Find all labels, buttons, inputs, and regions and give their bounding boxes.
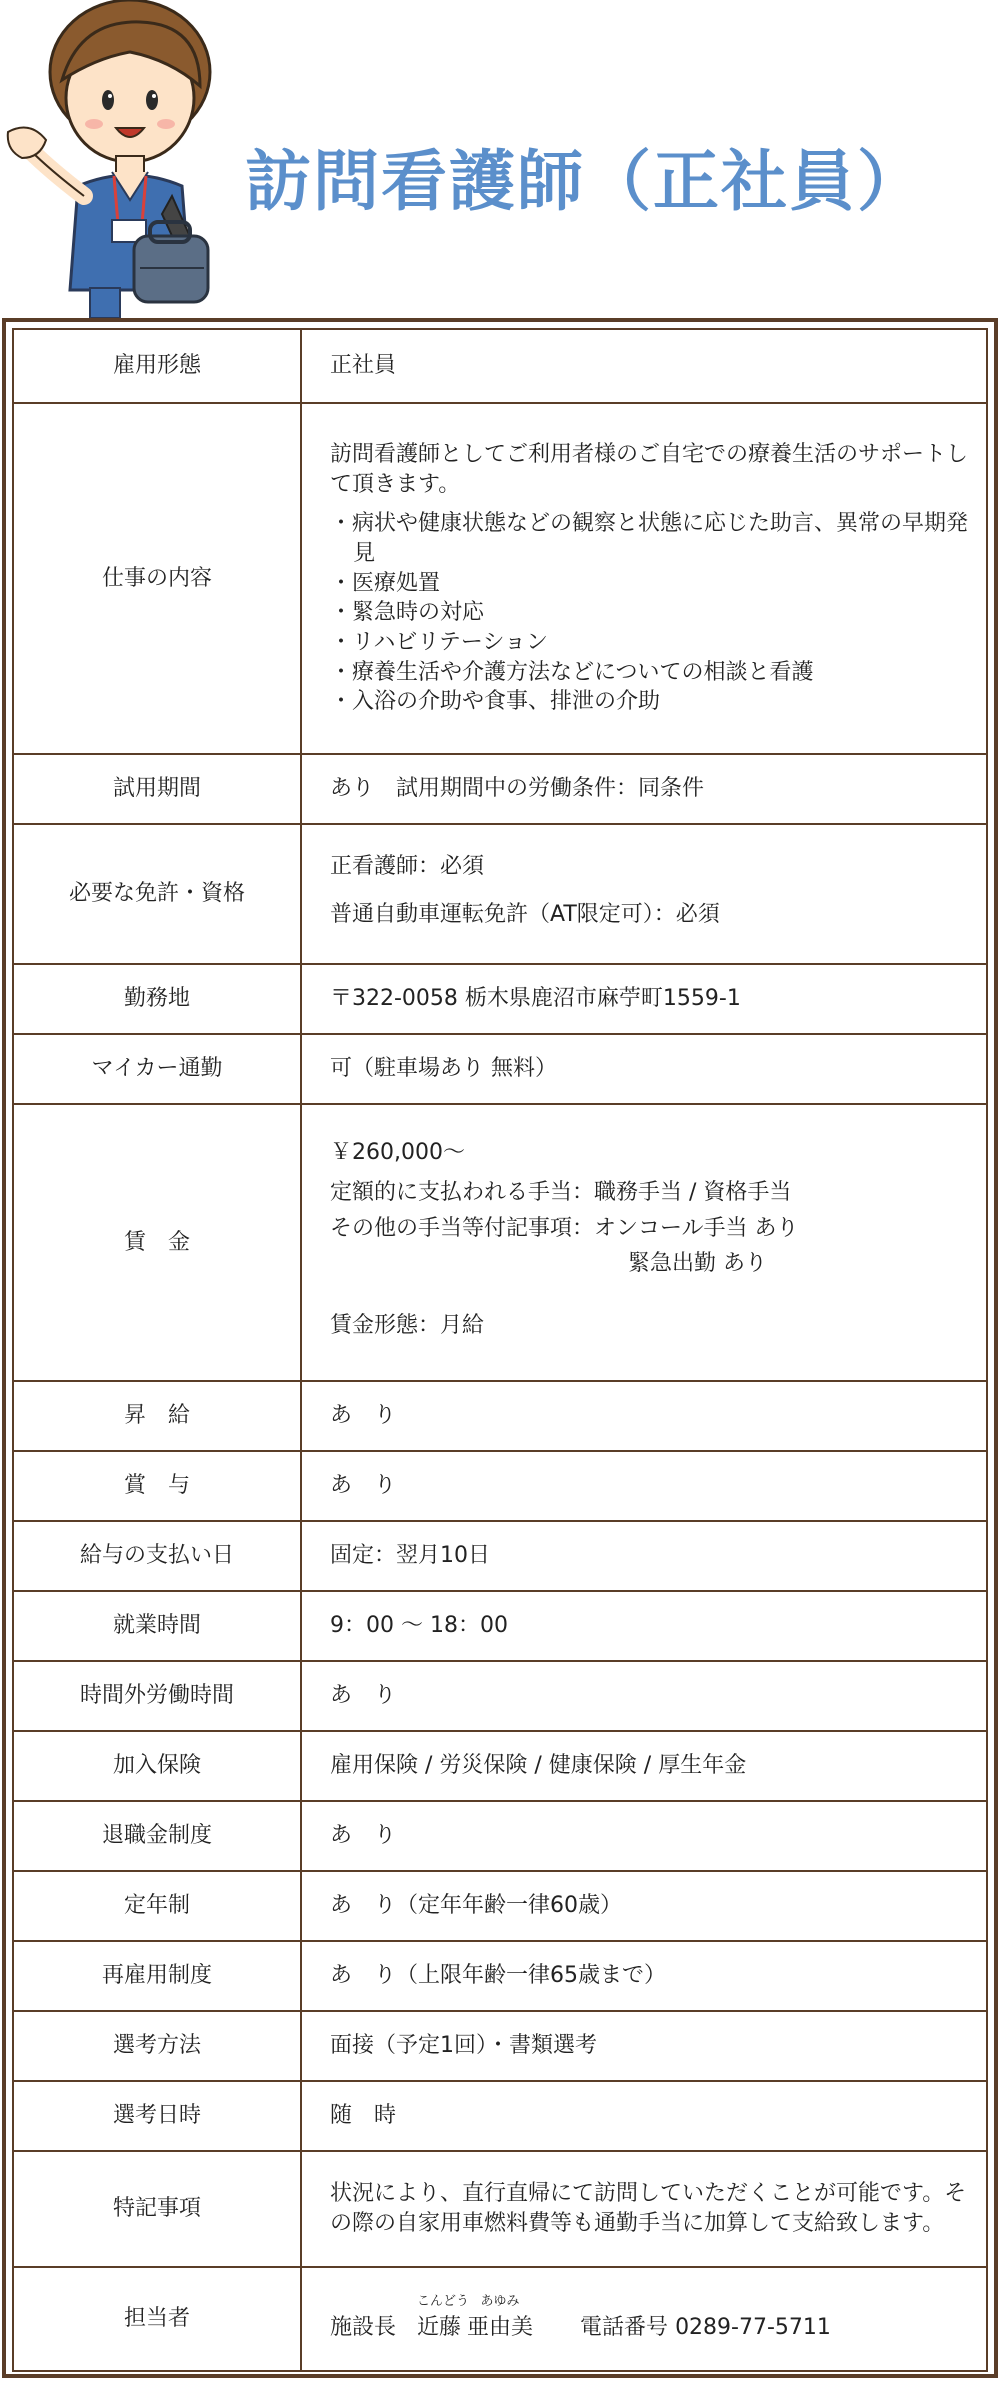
contact-value [301,2267,987,2371]
row-rehire [13,1941,987,2011]
wage-spacer [330,1285,972,1311]
selection-date-label: 選考日時 [13,2081,301,2151]
contact-given-ruby: あゆみ [480,2294,520,2310]
car-commute-label: マイカー通勤 [13,1034,301,1104]
job-details-frame [2,318,998,2378]
job-details-table [12,328,988,2372]
working-hours-value: 9：00 ～ 18：00 [301,1591,987,1661]
payday-label: 給与の支払い日 [13,1521,301,1591]
notes-label: 特記事項 [13,2151,301,2267]
row-selection-method [13,2011,987,2081]
retirement-pay-value: あ り [301,1801,987,1871]
contact-surname: 近藤 [417,2315,462,2341]
retirement-pay-label: 退職金制度 [13,1801,301,1871]
row-wage [13,1104,987,1381]
trial-period-value: あり 試用期間中の労働条件：同条件 [301,754,987,824]
required-license-label: 必要な免許・資格 [13,824,301,964]
retirement-age-value: あ り（定年年齢一律60歳） [301,1871,987,1941]
car-commute-value: 可（駐車場あり 無料） [301,1034,987,1104]
contact-label: 担当者 [13,2267,301,2371]
work-location-value: 〒322-0058 栃木県鹿沼市麻苧町1559-1 [301,964,987,1034]
row-payday [13,1521,987,1591]
bonus-value: あ り [301,1451,987,1521]
rehire-value: あ り（上限年齢一律65歳まで） [301,1941,987,2011]
row-work-location [13,964,987,1034]
trial-period-label: 試用期間 [13,754,301,824]
page-header [0,0,1006,318]
nurse-illustration-icon [0,0,230,318]
insurance-value: 雇用保険 / 労災保険 / 健康保険 / 厚生年金 [301,1731,987,1801]
overtime-label: 時間外労働時間 [13,1661,301,1731]
row-job-description [13,403,987,754]
row-employment-type [13,329,987,403]
selection-method-value: 面接（予定1回）・書類選考 [301,2011,987,2081]
employment-type-label: 雇用形態 [13,329,301,403]
job-intro: 訪問看護師としてご利用者様のご自宅での療養生活のサポートして頂きます。 [330,441,969,497]
job-description-value [301,403,987,754]
license-line-2: 普通自動車運転免許（AT限定可）：必須 [330,902,720,927]
rehire-label: 再雇用制度 [13,1941,301,2011]
row-contact [13,2267,987,2371]
wage-label: 賃 金 [13,1104,301,1381]
employment-type-value: 正社員 [301,329,987,403]
selection-method-label: 選考方法 [13,2011,301,2081]
contact-given-name: 亜由美 [467,2315,534,2341]
job-duty-item: ・医療処置 [330,570,441,596]
job-duty-item: ・緊急時の対応 [330,600,485,626]
row-trial-period [13,754,987,824]
working-hours-label: 就業時間 [13,1591,301,1661]
row-notes [13,2151,987,2267]
row-overtime [13,1661,987,1731]
license-line-1: 正看護師：必須 [330,854,485,880]
row-retirement-age [13,1871,987,1941]
required-license-value [301,824,987,964]
row-required-license [13,824,987,964]
payday-value: 固定：翌月10日 [301,1521,987,1591]
job-duties-list [330,509,972,717]
row-raise [13,1381,987,1451]
row-bonus [13,1451,987,1521]
row-retirement-pay [13,1801,987,1871]
contact-surname-wrap [417,2294,470,2343]
row-working-hours [13,1591,987,1661]
insurance-label: 加入保険 [13,1731,301,1801]
row-selection-date [13,2081,987,2151]
wage-amount: ￥260,000～ [330,1140,465,1166]
contact-surname-ruby: こんどう [417,2294,470,2310]
bonus-label: 賞 与 [13,1451,301,1521]
job-duty-item: ・入浴の介助や食事、排泄の介助 [330,689,661,715]
retirement-age-label: 定年制 [13,1871,301,1941]
notes-value: 状況により、直行直帰にて訪問していただくことが可能です。その際の自家用車燃料費等も通勤手当に加算して支給致します。 [301,2151,987,2267]
wage-other-allowance: その他の手当等付記事項：オンコール手当 あり [330,1215,799,1241]
wage-form: 賃金形態：月給 [330,1313,485,1339]
contact-given-wrap [467,2294,534,2343]
contact-phone[interactable]: 0289-77-5711 [675,2315,831,2341]
contact-phone-label: 電話番号 [580,2315,669,2341]
row-insurance [13,1731,987,1801]
raise-label: 昇 給 [13,1381,301,1451]
job-duty-item: ・リハビリテーション [330,630,549,656]
wage-value [301,1104,987,1381]
job-duty-item: ・病状や健康状態などの観察と状態に応じた助言、異常の早期発見 [330,511,969,566]
work-location-label: 勤務地 [13,964,301,1034]
wage-fixed-allowance: 定額的に支払われる手当：職務手当 / 資格手当 [330,1179,792,1205]
wage-other-allowance-2: 緊急出勤 あり [628,1251,767,1277]
raise-value: あ り [301,1381,987,1451]
page-title: 訪問看護師（正社員） [245,143,925,220]
row-car-commute [13,1034,987,1104]
overtime-value: あ り [301,1661,987,1731]
selection-date-value: 随 時 [301,2081,987,2151]
job-description-label: 仕事の内容 [13,403,301,754]
contact-role: 施設長 [330,2315,397,2341]
job-duty-item: ・療養生活や介護方法などについての相談と看護 [330,659,814,685]
